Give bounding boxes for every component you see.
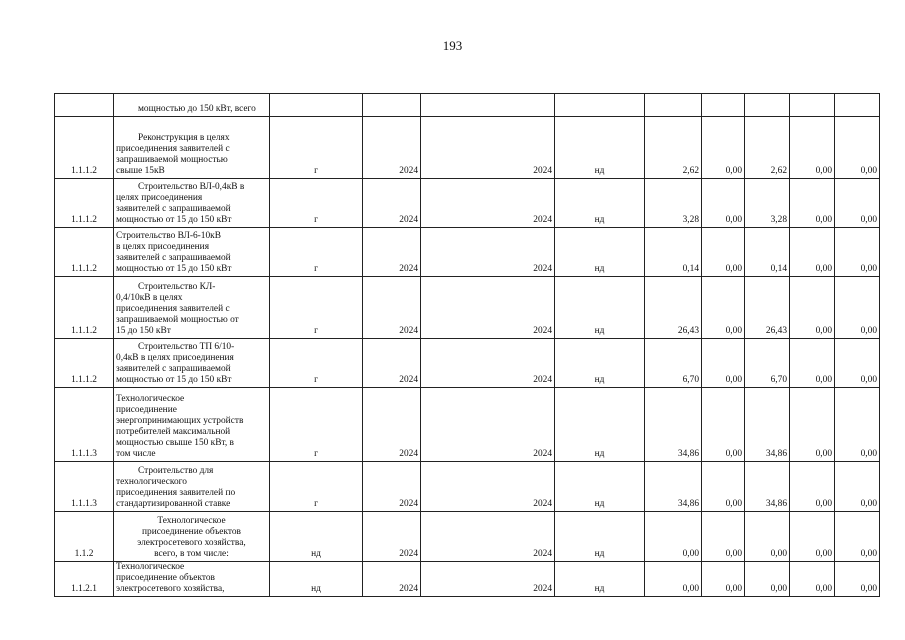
- cell-value-4: 0,00: [790, 388, 835, 462]
- cell-value-4: [790, 94, 835, 117]
- cell-year-start: [363, 94, 421, 117]
- cell-year-end: [421, 94, 555, 117]
- cell-year-end: 2024: [421, 179, 555, 228]
- cell-value-1: 34,86: [645, 388, 702, 462]
- cell-value-4: 0,00: [790, 462, 835, 512]
- cell-year-start: 2024: [363, 277, 421, 339]
- cell-code: 1.1.1.3: [55, 462, 114, 512]
- cell-name: [114, 277, 270, 339]
- cell-value-4: 0,00: [790, 179, 835, 228]
- cell-unit: г: [270, 117, 363, 179]
- cell-value-1: [645, 94, 702, 117]
- cell-value-4: 0,00: [790, 277, 835, 339]
- cell-value-4: 0,00: [790, 512, 835, 562]
- cell-code: 1.1.1.2: [55, 179, 114, 228]
- item-name-text: Строительство КЛ- 0,4/10кВ в целях присоединения заявителей с запрашиваемой мощностью от 15 до 150 кВт: [116, 282, 239, 336]
- table-row: [55, 94, 880, 117]
- cell-source: нд: [555, 388, 645, 462]
- cell-code: 1.1.1.2: [55, 117, 114, 179]
- cell-code: 1.1.2: [55, 512, 114, 562]
- cell-name: [114, 512, 270, 562]
- table-row: [55, 388, 880, 462]
- cell-year-start: 2024: [363, 117, 421, 179]
- cell-unit: г: [270, 388, 363, 462]
- item-name-text: Технологическое присоединение объектов электросетевого хозяйства,: [116, 562, 225, 594]
- cell-year-start: 2024: [363, 462, 421, 512]
- cell-value-2: 0,00: [702, 462, 745, 512]
- cell-value-1: 0,00: [645, 562, 702, 597]
- cell-source: [555, 94, 645, 117]
- cell-year-start: 2024: [363, 179, 421, 228]
- page-number: 193: [442, 38, 463, 53]
- cell-unit: нд: [270, 562, 363, 597]
- cell-value-1: 0,14: [645, 228, 702, 277]
- cell-value-2: 0,00: [702, 117, 745, 179]
- cell-value-5: 0,00: [835, 228, 880, 277]
- cell-name: [114, 388, 270, 462]
- cell-code: 1.1.1.2: [55, 339, 114, 388]
- cell-year-end: 2024: [421, 339, 555, 388]
- cell-unit: г: [270, 462, 363, 512]
- cell-value-1: 2,62: [645, 117, 702, 179]
- cell-value-2: 0,00: [702, 339, 745, 388]
- cell-unit: [270, 94, 363, 117]
- cell-source: нд: [555, 512, 645, 562]
- cell-value-5: 0,00: [835, 388, 880, 462]
- item-name-text: Технологическое присоединение объектов электросетевого хозяйства, всего, в том числе:: [137, 516, 246, 559]
- cell-value-5: 0,00: [835, 512, 880, 562]
- cell-code: 1.1.1.2: [55, 228, 114, 277]
- cell-year-start: 2024: [363, 388, 421, 462]
- cell-name: [114, 339, 270, 388]
- item-name-text: Технологическое присоединение энергопринимающих устройств потребителей максимальной мощностью свыше 150 кВт, в том числе: [116, 394, 244, 459]
- cell-value-3: 6,70: [745, 339, 790, 388]
- cell-name: [114, 94, 270, 117]
- cell-value-4: 0,00: [790, 339, 835, 388]
- cell-name: [114, 462, 270, 512]
- cell-unit: г: [270, 179, 363, 228]
- cell-unit: г: [270, 228, 363, 277]
- cell-value-3: 0,14: [745, 228, 790, 277]
- cell-source: нд: [555, 462, 645, 512]
- item-name-text: мощностью до 150 кВт, всего: [138, 104, 256, 114]
- cell-year-end: 2024: [421, 117, 555, 179]
- item-name-text: Строительство ТП 6/10- 0,4кВ в целях присоединения заявителей с запрашиваемой мощностью от 15 до 150 кВт: [116, 342, 235, 385]
- cell-value-2: 0,00: [702, 562, 745, 597]
- cell-value-5: 0,00: [835, 179, 880, 228]
- cell-unit: г: [270, 339, 363, 388]
- cell-value-2: 0,00: [702, 512, 745, 562]
- data-table: [54, 93, 880, 597]
- cell-value-3: 3,28: [745, 179, 790, 228]
- cell-value-4: 0,00: [790, 228, 835, 277]
- cell-name: [114, 117, 270, 179]
- cell-value-5: 0,00: [835, 562, 880, 597]
- cell-year-start: 2024: [363, 562, 421, 597]
- table-row: [55, 339, 880, 388]
- item-name-text: Строительство для технологического присоединения заявителей по стандартизированной ставке: [116, 466, 236, 509]
- cell-value-4: 0,00: [790, 562, 835, 597]
- cell-code: 1.1.1.3: [55, 388, 114, 462]
- cell-name: [114, 562, 270, 597]
- cell-year-end: 2024: [421, 462, 555, 512]
- cell-value-5: 0,00: [835, 117, 880, 179]
- cell-year-end: 2024: [421, 228, 555, 277]
- cell-year-start: 2024: [363, 339, 421, 388]
- item-name-text: Строительство ВЛ-0,4кВ в целях присоединения заявителей с запрашиваемой мощностью от 15 до 150 кВт: [116, 182, 245, 225]
- cell-value-3: 0,00: [745, 562, 790, 597]
- cell-value-1: 34,86: [645, 462, 702, 512]
- table-row: [55, 277, 880, 339]
- cell-year-start: 2024: [363, 228, 421, 277]
- cell-name: [114, 179, 270, 228]
- cell-source: нд: [555, 117, 645, 179]
- cell-value-5: [835, 94, 880, 117]
- cell-code: 1.1.2.1: [55, 562, 114, 597]
- table-row: [55, 512, 880, 562]
- cell-code: [55, 94, 114, 117]
- table-row: [55, 462, 880, 512]
- cell-value-2: 0,00: [702, 179, 745, 228]
- item-name-text: Реконструкция в целях присоединения заявителей с запрашиваемой мощностью свыше 15кВ: [116, 133, 230, 176]
- table-row: [55, 228, 880, 277]
- cell-value-5: 0,00: [835, 462, 880, 512]
- table-row: [55, 562, 880, 597]
- cell-source: нд: [555, 277, 645, 339]
- cell-unit: г: [270, 277, 363, 339]
- cell-unit: нд: [270, 512, 363, 562]
- cell-value-2: 0,00: [702, 228, 745, 277]
- cell-year-end: 2024: [421, 388, 555, 462]
- cell-value-5: 0,00: [835, 277, 880, 339]
- cell-value-3: 34,86: [745, 388, 790, 462]
- cell-value-2: 0,00: [702, 277, 745, 339]
- cell-code: 1.1.1.2: [55, 277, 114, 339]
- cell-year-end: 2024: [421, 277, 555, 339]
- cell-value-3: 0,00: [745, 512, 790, 562]
- cell-value-2: 0,00: [702, 388, 745, 462]
- item-name-text: Строительство ВЛ-6-10кВ в целях присоединения заявителей с запрашиваемой мощностью от 15 до 150 кВт: [116, 231, 232, 274]
- cell-source: нд: [555, 339, 645, 388]
- cell-year-end: 2024: [421, 512, 555, 562]
- table-row: [55, 179, 880, 228]
- cell-value-1: 3,28: [645, 179, 702, 228]
- cell-value-2: [702, 94, 745, 117]
- cell-value-5: 0,00: [835, 339, 880, 388]
- cell-value-4: 0,00: [790, 117, 835, 179]
- cell-source: нд: [555, 562, 645, 597]
- cell-year-start: 2024: [363, 512, 421, 562]
- cell-value-1: 0,00: [645, 512, 702, 562]
- cell-value-3: [745, 94, 790, 117]
- cell-value-3: 2,62: [745, 117, 790, 179]
- cell-value-3: 34,86: [745, 462, 790, 512]
- table-body: [55, 94, 880, 597]
- cell-source: нд: [555, 179, 645, 228]
- cell-value-3: 26,43: [745, 277, 790, 339]
- cell-value-1: 6,70: [645, 339, 702, 388]
- cell-value-1: 26,43: [645, 277, 702, 339]
- cell-source: нд: [555, 228, 645, 277]
- table-row: [55, 117, 880, 179]
- cell-year-end: 2024: [421, 562, 555, 597]
- cell-name: [114, 228, 270, 277]
